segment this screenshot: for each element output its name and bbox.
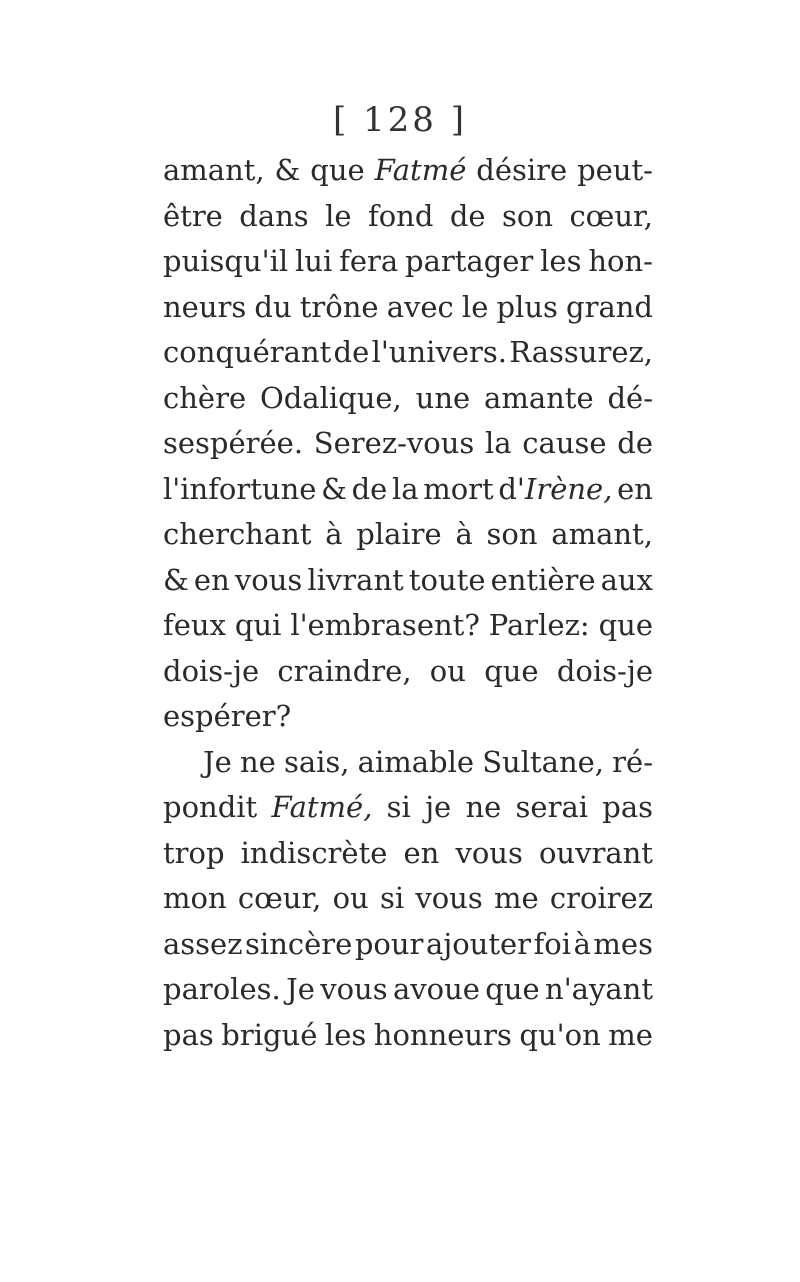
word: indiscrète <box>240 835 388 870</box>
word: dans <box>239 198 309 233</box>
word: me <box>608 1017 653 1052</box>
word: ré- <box>612 744 653 779</box>
page-number: [ 128 ] <box>332 100 468 140</box>
text-line <box>163 194 653 240</box>
word: être <box>163 198 223 233</box>
word: chère <box>163 380 247 415</box>
word: n'ayant <box>545 972 653 1006</box>
word: si <box>386 790 411 824</box>
word: toute <box>408 562 486 597</box>
word: ne <box>465 790 502 824</box>
word: lui <box>295 244 333 278</box>
word: hon- <box>588 244 653 278</box>
text-line <box>163 740 653 786</box>
word: l'infortune <box>163 471 317 506</box>
word: cœur, <box>569 198 653 233</box>
text-line <box>163 831 653 877</box>
text-line <box>163 148 653 194</box>
word: serai <box>515 790 589 824</box>
text-line <box>163 285 653 331</box>
word: de <box>333 335 370 369</box>
word: aimable <box>357 744 475 779</box>
text-line <box>163 967 653 1013</box>
word: , <box>363 790 373 824</box>
word: neurs <box>163 289 247 324</box>
text-line <box>163 876 653 922</box>
word: le <box>325 198 352 233</box>
word: fera <box>339 244 399 278</box>
text-line <box>163 603 653 649</box>
word: vous <box>234 562 303 597</box>
word: Serez-vous <box>313 426 475 460</box>
word: Je <box>286 972 315 1006</box>
word: l'univers. <box>371 335 507 369</box>
word: conquérant <box>163 335 332 369</box>
word: en <box>617 471 653 506</box>
word: entière <box>490 562 596 597</box>
body-text <box>163 148 653 1058</box>
word: & <box>163 562 189 597</box>
word: dois-je <box>556 653 653 688</box>
word: sais, <box>283 744 350 779</box>
word: de <box>351 471 388 506</box>
word: feux <box>163 608 226 642</box>
word: honneurs <box>373 1017 512 1052</box>
word: amant, <box>163 153 265 187</box>
word: cherchant <box>163 517 312 551</box>
word: son <box>501 198 554 233</box>
word: croirez <box>549 881 653 915</box>
word: sespérée. <box>163 426 304 460</box>
word: ne <box>239 744 276 779</box>
word: foi <box>533 926 572 961</box>
word: du <box>254 289 292 324</box>
word: une <box>415 380 471 415</box>
word: amante <box>484 380 594 415</box>
text-line <box>163 239 653 285</box>
word: & <box>321 471 347 506</box>
word: en <box>403 835 440 870</box>
word: plaire <box>356 517 442 551</box>
word: & <box>274 153 301 187</box>
word: craindre, <box>277 653 412 688</box>
word: pas <box>602 790 653 824</box>
italic-word: Fatmé <box>374 153 467 187</box>
word: à <box>573 926 591 961</box>
word: vous <box>455 835 523 870</box>
word: à <box>325 517 343 551</box>
word: puisqu'il <box>163 244 289 278</box>
word: d'Irène, <box>498 467 612 513</box>
text-line <box>163 376 653 422</box>
word: assez <box>163 926 243 961</box>
word: son <box>486 517 538 551</box>
word: qui <box>234 608 282 642</box>
word: vous <box>320 972 388 1006</box>
word: à <box>455 517 473 551</box>
word: partager <box>405 244 534 278</box>
word: je <box>425 790 452 824</box>
word: que <box>598 608 653 642</box>
word: brigué <box>221 1017 318 1052</box>
text-line <box>163 512 653 558</box>
word: mon <box>163 881 227 915</box>
word: l'embrasent? <box>290 608 480 642</box>
word: de <box>617 426 653 460</box>
word: fond <box>367 198 434 233</box>
word: dé- <box>607 380 653 415</box>
word: cause <box>522 426 607 460</box>
text-line <box>163 421 653 467</box>
word: la <box>391 471 419 506</box>
italic-word: Fatmé, <box>271 785 372 831</box>
word: en <box>193 562 230 597</box>
word: Rassurez, <box>509 335 653 369</box>
word: aux <box>600 562 653 597</box>
word: peut- <box>577 153 653 187</box>
word: Sultane, <box>482 744 605 779</box>
word: mes <box>593 926 653 961</box>
text-line <box>163 922 653 968</box>
word: trop <box>163 835 225 870</box>
word: pour <box>354 926 424 961</box>
word: Odalique, <box>259 380 402 415</box>
word: mort <box>423 471 494 506</box>
word: plus <box>496 289 558 324</box>
word: grand <box>566 289 653 324</box>
text-line <box>163 558 653 604</box>
word: les <box>324 1017 367 1052</box>
word: pondit <box>163 790 258 824</box>
word: la <box>485 426 512 460</box>
word: dois-je <box>163 653 260 688</box>
text-line <box>163 649 653 695</box>
word: que <box>484 653 539 688</box>
word: cœur, <box>237 881 322 915</box>
word: ou <box>332 881 369 915</box>
word: vous <box>415 881 483 915</box>
text-line <box>163 785 653 831</box>
text-line <box>163 330 653 376</box>
word: les <box>540 244 582 278</box>
italic-word: Irène, <box>525 467 613 513</box>
word: ou <box>429 653 466 688</box>
word: paroles. <box>163 972 281 1006</box>
word: pas <box>163 1017 214 1052</box>
word: ouvrant <box>538 835 653 870</box>
word: désire <box>476 153 568 187</box>
text-line <box>163 694 653 740</box>
word: que <box>310 153 365 187</box>
word: le <box>461 289 489 324</box>
word: ajouter <box>425 926 532 961</box>
word: , <box>603 471 613 506</box>
text-line <box>163 1013 653 1059</box>
word: sincère <box>245 926 353 961</box>
word: de <box>449 198 486 233</box>
word: Je <box>203 744 232 779</box>
word: livrant <box>307 562 404 597</box>
word: avec <box>386 289 454 324</box>
word: que <box>485 972 540 1006</box>
word: espérer? <box>163 699 292 733</box>
word: avoue <box>392 972 480 1006</box>
word: me <box>493 881 539 915</box>
word: si <box>379 881 405 915</box>
word: trône <box>299 289 379 324</box>
word: Parlez: <box>488 608 590 642</box>
text-line <box>163 467 653 513</box>
word: amant, <box>551 517 653 551</box>
word: qu'on <box>519 1017 601 1052</box>
